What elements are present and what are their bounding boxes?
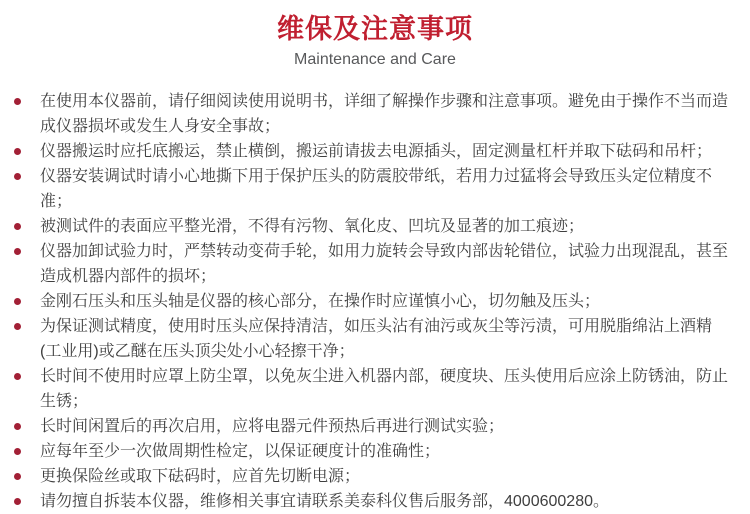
list-item	[14, 214, 732, 239]
list-item-text: 更换保险丝或取下砝码时，应首先切断电源；	[40, 468, 361, 485]
list-item	[14, 289, 732, 314]
list-item-text: 请勿擅自拆装本仪器，维修相关事宜请联系美泰科仪售后服务部，4000600280。	[40, 493, 609, 510]
list-item	[14, 239, 732, 289]
list-item	[14, 439, 732, 464]
bullet-icon	[14, 223, 21, 230]
list-item	[14, 314, 732, 364]
bullet-icon	[14, 248, 21, 255]
bullet-icon	[14, 498, 21, 505]
list-item-text: 仪器安装调试时请小心地撕下用于保护压头的防震胶带纸，若用力过猛将会导致压头定位精度不准；	[40, 168, 713, 210]
maintenance-list	[0, 89, 750, 514]
list-item-text: 在使用本仪器前，请仔细阅读使用说明书，详细了解操作步骤和注意事项。避免由于操作不当而造成仪器损坏或发生人身安全事故；	[40, 93, 729, 135]
page-subtitle: Maintenance and Care	[294, 51, 456, 68]
list-item-text: 仪器搬运时应托底搬运，禁止横倒，搬运前请拔去电源插头，固定测量杠杆并取下砝码和吊杆；	[40, 143, 713, 160]
list-item	[14, 139, 732, 164]
list-item	[14, 489, 732, 514]
bullet-icon	[14, 148, 21, 155]
bullet-icon	[14, 423, 21, 430]
list-item-text: 应每年至少一次做周期性检定，以保证硬度计的准确性；	[40, 443, 441, 460]
list-item	[14, 464, 732, 489]
bullet-icon	[14, 323, 21, 330]
bullet-icon	[14, 473, 21, 480]
page-title: 维保及注意事项	[277, 14, 473, 44]
bullet-icon	[14, 298, 21, 305]
page-header	[0, 0, 750, 70]
list-item	[14, 89, 732, 139]
list-item-text: 为保证测试精度，使用时压头应保持清洁，如压头沾有油污或灰尘等污渍，可用脱脂绵沾上酒精(工业用)或乙醚在压头顶尖处小心轻擦干净；	[40, 318, 713, 360]
bullet-icon	[14, 448, 21, 455]
list-item-text: 金刚石压头和压头轴是仪器的核心部分，在操作时应谨慎小心，切勿触及压头；	[40, 293, 601, 310]
list-item	[14, 164, 732, 214]
list-item	[14, 364, 732, 414]
list-item	[14, 414, 732, 439]
bullet-icon	[14, 173, 21, 180]
list-item-text: 仪器加卸试验力时，严禁转动变荷手轮，如用力旋转会导致内部齿轮错位，试验力出现混乱，甚至造成机器内部件的损坏；	[40, 243, 729, 285]
list-item-text: 长时间闲置后的再次启用，应将电器元件预热后再进行测试实验；	[40, 418, 505, 435]
bullet-icon	[14, 98, 21, 105]
list-item-text: 被测试件的表面应平整光滑，不得有污物、氧化皮、凹坑及显著的加工痕迹；	[40, 218, 585, 235]
bullet-icon	[14, 373, 21, 380]
list-item-text: 长时间不使用时应罩上防尘罩，以免灰尘进入机器内部，硬度块、压头使用后应涂上防锈油，防止生锈；	[40, 368, 729, 410]
